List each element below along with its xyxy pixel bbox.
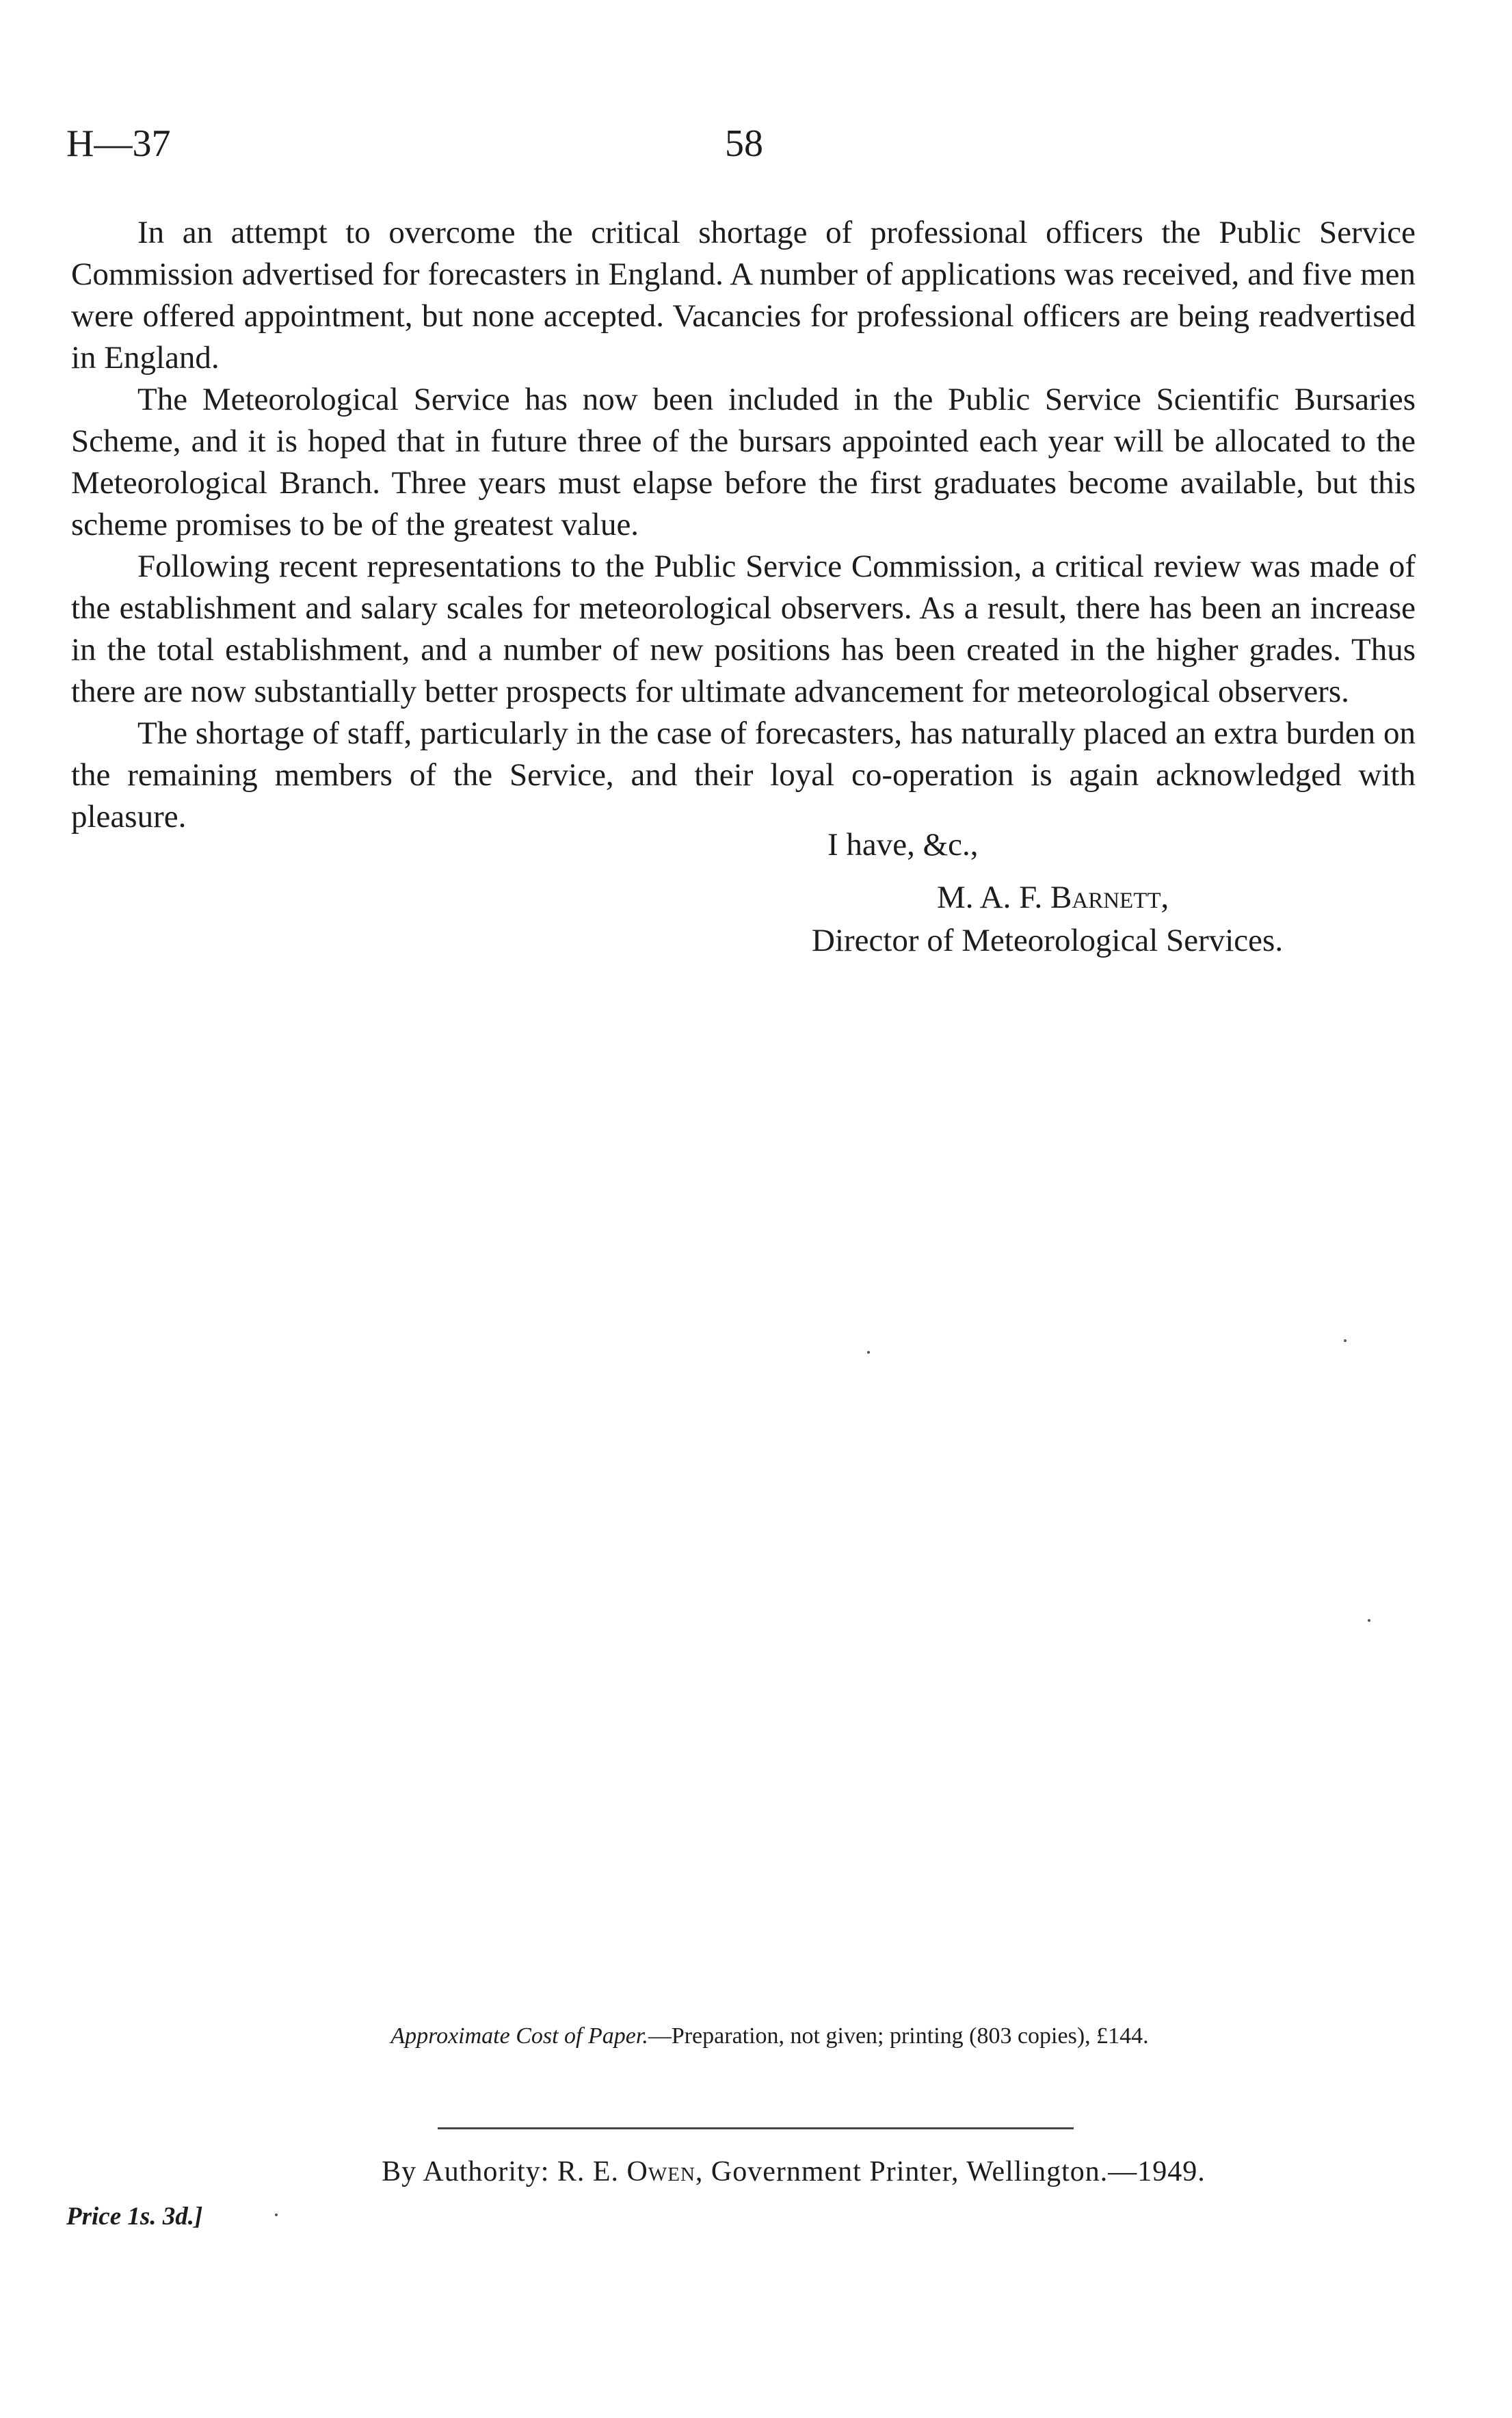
cost-of-paper-note	[0, 2021, 1512, 2051]
closing-salutation: I have, &c.,	[827, 827, 979, 863]
cost-text: —Preparation, not given; printing (803 copies), £144.	[648, 2023, 1149, 2049]
paragraph-staff-shortage: The shortage of staff, particularly in the case of forecasters, has naturally placed an extra burden on the remaining members of the Service, and their loyal co-operation is again acknowledged with pleasure.	[71, 715, 1416, 835]
signatory-title: Director of Meteorological Services.	[812, 923, 1284, 958]
print-speck	[867, 1351, 870, 1354]
page-reference: H—37	[66, 122, 171, 165]
printer-name: R. E. Owen,	[557, 2156, 704, 2187]
authority-prefix: By Authority:	[382, 2156, 550, 2187]
report-body	[71, 212, 1416, 838]
authority-suffix: Government Printer, Wellington.—1949.	[711, 2156, 1206, 2187]
printing-authority	[0, 2153, 1512, 2190]
cost-label: Approximate Cost of Paper.	[390, 2023, 648, 2049]
page-number: 58	[725, 122, 763, 165]
paragraph-bursaries-scheme: The Meteorological Service has now been included in the Public Service Scientific Bursaries Scheme, and it is hoped that in future three of the bursars appointed each year will be allocated to the Meteorological Branch. Three years must elapse before the first graduates become available, but this scheme promises to be of the greatest value.	[71, 382, 1416, 542]
footer-divider	[438, 2127, 1074, 2129]
print-speck	[1368, 1619, 1370, 1622]
paragraph-staff-recruitment: In an attempt to overcome the critical shortage of professional officers the Public Service Commission advertised for forecasters in England. A number of applications was received, and five men were offered appointment, but none accepted. Vacancies for professional officers are being readvertised in England.	[71, 215, 1416, 376]
paragraph-observer-review: Following recent representations to the Public Service Commission, a critical review was made of the establishment and salary scales for meteorological observers. As a result, there has been an increase in the total establishment, and a number of new positions has been created in the higher grades. Thus there are now substantially better prospects for ultimate advancement for meteorological observers.	[71, 549, 1416, 709]
signatory-name: M. A. F. Barnett,	[937, 880, 1169, 915]
price-label: Price 1s. 3d.]	[66, 2203, 203, 2231]
print-speck	[275, 2213, 278, 2216]
print-speck	[1344, 1339, 1347, 1342]
